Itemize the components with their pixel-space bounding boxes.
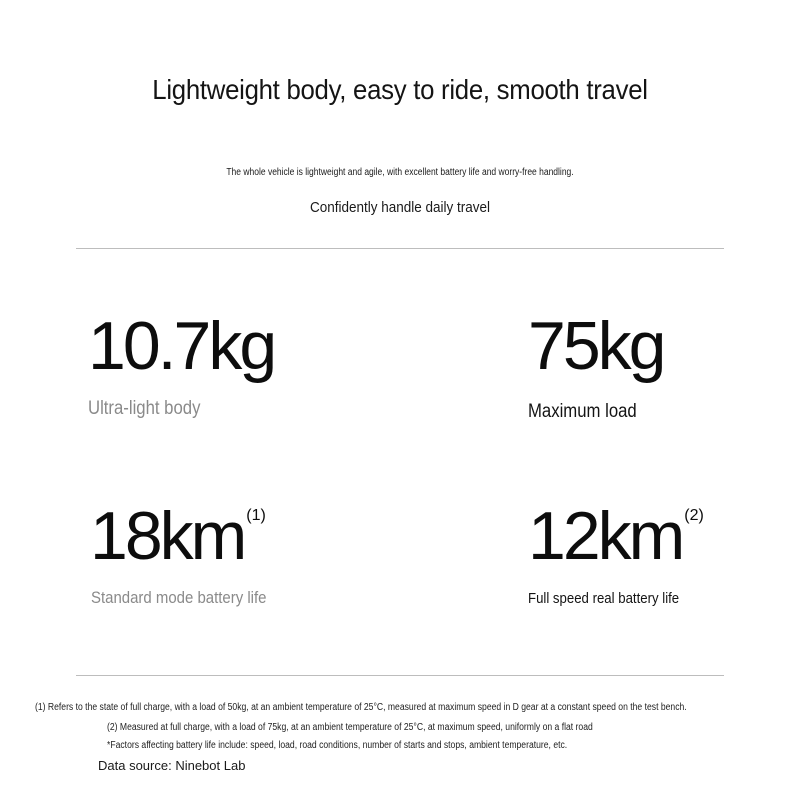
spec-label-max-load: Maximum load xyxy=(528,401,637,422)
footnote-2: (2) Measured at full charge, with a load of 75kg, at an ambient temperature of 25°C, at maximum speed, uniformly on a flat road xyxy=(107,722,593,733)
footnote-ref-1: (1) xyxy=(246,507,266,524)
top-divider xyxy=(76,248,724,249)
spec-value-standard-range: 18km $^{(1)}$ xyxy=(90,498,266,574)
spec-label-standard-range: Standard mode battery life xyxy=(91,588,267,607)
footnote-factors: *Factors affecting battery life include: speed, load, road conditions, number of starts and stops, ambient temperature, etc. xyxy=(107,740,568,751)
spec-value-weight: 10.7kg xyxy=(88,308,275,384)
footnote-ref-2: (2) xyxy=(684,507,704,524)
page-subtitle: Confidently handle daily travel xyxy=(309,199,491,216)
spec-label-full-speed-range: Full speed real battery life xyxy=(528,590,680,607)
page-title: Lightweight body, easy to ride, smooth travel xyxy=(152,74,648,105)
intro-text: The whole vehicle is lightweight and agile, with excellent battery life and worry-free handling. xyxy=(226,167,574,178)
bottom-divider xyxy=(76,675,724,676)
data-source: Data source: Ninebot Lab xyxy=(98,758,246,773)
spec-value-max-load: 75kg xyxy=(528,308,664,384)
footnote-1: (1) Refers to the state of full charge, with a load of 50kg, at an ambient temperature of 25°C, measured at maximum speed in D gear at a constant speed on the test bench. xyxy=(35,702,687,713)
spec-label-weight: Ultra-light body xyxy=(88,398,201,419)
spec-value-full-speed-range: 12km $^{(2)}$ xyxy=(528,498,704,574)
